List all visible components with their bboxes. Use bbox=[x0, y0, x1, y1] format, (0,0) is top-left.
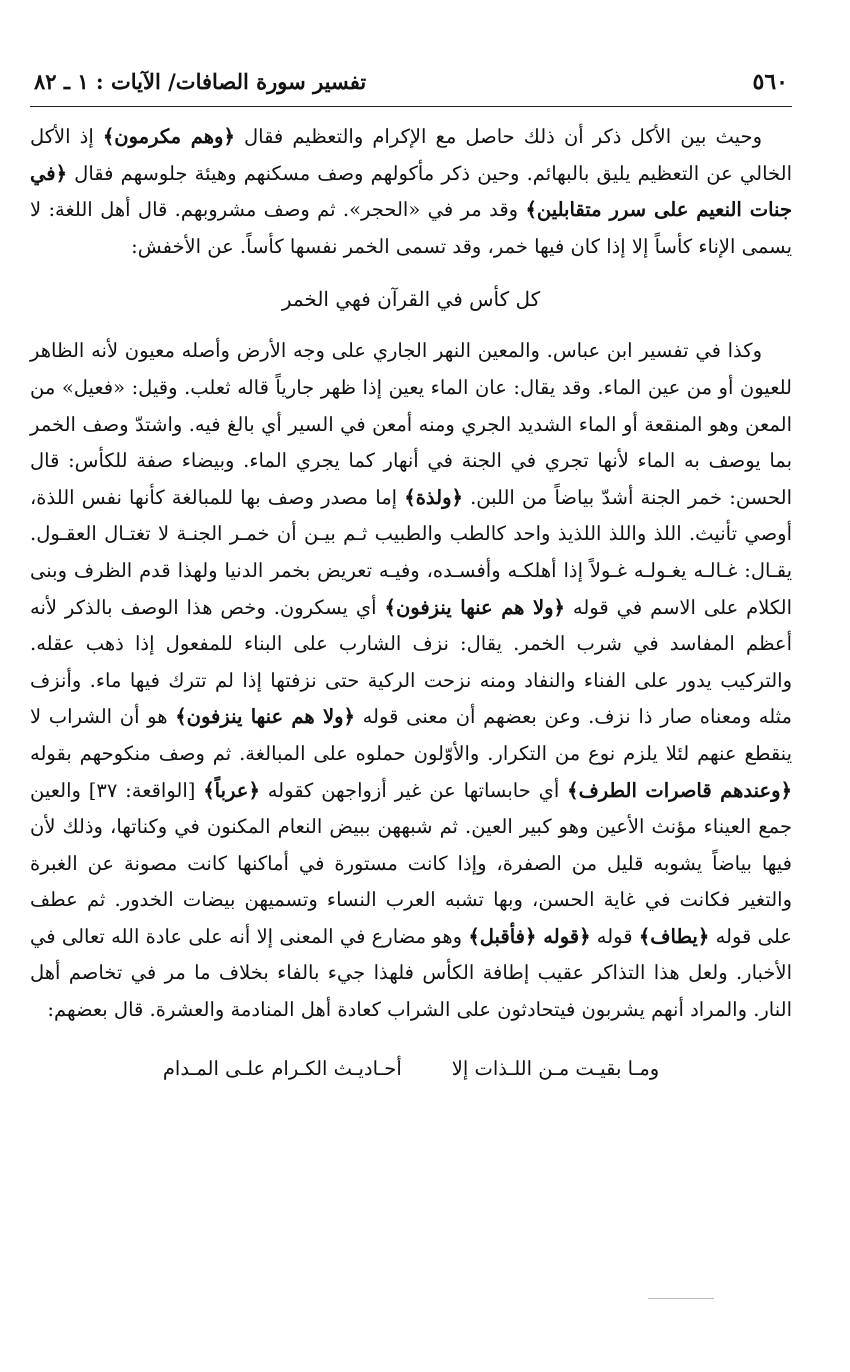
book-page bbox=[30, 60, 792, 1089]
quran-quote: ﴿وعندهم قاصرات الطرف﴾ bbox=[567, 778, 792, 802]
text-run: وهو مضارع في المعنى إلا أنه على عادة الله تعالى في الأخبار. ولعل هذا التذاكر عقيب إطافة الكأس فلهذا جيء بالفاء بخلاف ما مر في تخاصم أهل النار. والمراد أنهم يشربون فيتحادثون على الشراب كعادة أهل المنادمة والعشرة. قال بعضهم: bbox=[30, 924, 792, 1022]
page-number: ٥٦٠ bbox=[752, 69, 788, 95]
text-run: وكذا في تفسير ابن عباس. والمعين النهر الجاري على وجه الأرض وأصله معيون لأنه الظاهر للعيون أو من عين الماء. وقد يقال: عان الماء يعين إذا ظهر جارياً قاله ثعلب. وقيل: «فعيل» من المعن وهو المنقعة أو الماء الشديد الجري ومنه أمعن في السير أي بالغ فيه. واشتدّ وصف الخمر بما يوصف به الماء لأنها تجري في الجنة في أنهار كما يجري الماء. وبيضاء صفة للكأس: قال الحسن: خمر الجنة أشدّ بياضاً من اللبن. bbox=[30, 339, 793, 509]
quran-quote: ﴿في جنات النعيم على سرر متقابلين﴾ bbox=[30, 161, 792, 222]
text-run: هو أن الشراب لا ينقطع عنهم لئلا يلزم نوع من التكرار. والأوّلون حملوه على المبالغة. ثم وصف منكوحهم بقوله bbox=[30, 705, 792, 765]
verse-first-hemistich: ومـا بقيـت مـن اللـذات إلا bbox=[451, 1056, 660, 1080]
poetry-verse bbox=[30, 1049, 792, 1089]
quran-quote: ﴿يطاف﴾ bbox=[638, 924, 710, 948]
verse-second-hemistich: أحـاديـث الكـرام علـى المـدام bbox=[162, 1056, 402, 1080]
quran-quote: ﴿ولا هم عنها ينزفون﴾ bbox=[384, 595, 565, 619]
running-head bbox=[30, 60, 792, 104]
quran-quote: ﴿ولذة﴾ bbox=[404, 485, 463, 509]
text-run: [الواقعة: ٣٧] والعين جمع العيناء مؤنث الأعين وهو كبير العين. ثم شبههن ببيض النعام المكنون في وكناتها، وذلك لأن فيها بياضاً يشوبه قليل من الصفرة، وإذا كانت مستورة في أماكنها كانت مصونة عن الغبرة والتغير فكانت في غاية الحسن، وبها تشبه العرب النساء وتسميهن بيضات الخدور. ثم عطف على قوله bbox=[30, 778, 792, 948]
text-run: قوله bbox=[590, 924, 639, 948]
quran-quote: ﴿قوله ﴿فأقبل﴾ bbox=[468, 924, 591, 948]
text-run: أي يسكرون. وخص هذا الوصف بالذكر لأنه أعظم المفاسد في شرب الخمر. يقال: نزف الشارب على البناء للمفعول إذا ذهب عقله. والتركيب يدور على الفناء والنفاد ومنه نزحت الركية حتى نزفتها إذا لم تترك فيها ماء. وأنزف مثله ومعناه صار ذا نزف. وعن بعضهم أن معنى قوله bbox=[30, 595, 792, 729]
paragraph-1 bbox=[30, 119, 792, 265]
text-run: أي حابساتها عن غير أزواجهن كقوله bbox=[259, 778, 568, 802]
centered-quote: كل كأس في القرآن فهي الخمر bbox=[281, 287, 541, 312]
header-rule bbox=[30, 106, 792, 107]
quran-quote: ﴿عرباً﴾ bbox=[203, 778, 260, 802]
running-title: تفسير سورة الصافات/ الآيات : ١ ـ ٨٢ bbox=[34, 69, 367, 94]
text-run: إما مصدر وصف بها للمبالغة كأنها نفس اللذة، أوصي تأنيث. اللذ واللذ اللذيذ واحد كالطب والطبيب ثـم بيـن أن خمـر الجنـة لا تغتـال العقـول. يقـال: غـالـه يغـولـه غـولاً إذا أهلكـه وأفسـده، وفيـه تعريض بخمر الدنيا ولهذا قدم الظرف وبنى الكلام على الاسم في قوله bbox=[30, 485, 792, 619]
text-run: وقد مر في «الحجر». ثم وصف مشروبهم. قال أهل اللغة: لا يسمى الإناء كأساً إلا إذا كان فيها خمر، وقد تسمى الخمر نفسها كأساً. عن الأخفش: bbox=[30, 198, 792, 258]
quran-quote: ﴿وهم مكرمون﴾ bbox=[102, 125, 235, 148]
paragraph-2 bbox=[30, 333, 792, 1028]
text-run: وحيث بين الأكل ذكر أن ذلك حاصل مع الإكرام والتعظيم فقال bbox=[234, 125, 762, 148]
quran-quote: ﴿ولا هم عنها ينزفون﴾ bbox=[175, 705, 355, 729]
text-run: إذ الأكل الخالي عن التعظيم يليق بالبهائم. وحين ذكر مأكولهم وصف مسكنهم وهيئة جلوسهم فقال bbox=[30, 125, 792, 185]
footnote-rule bbox=[648, 1298, 714, 1299]
